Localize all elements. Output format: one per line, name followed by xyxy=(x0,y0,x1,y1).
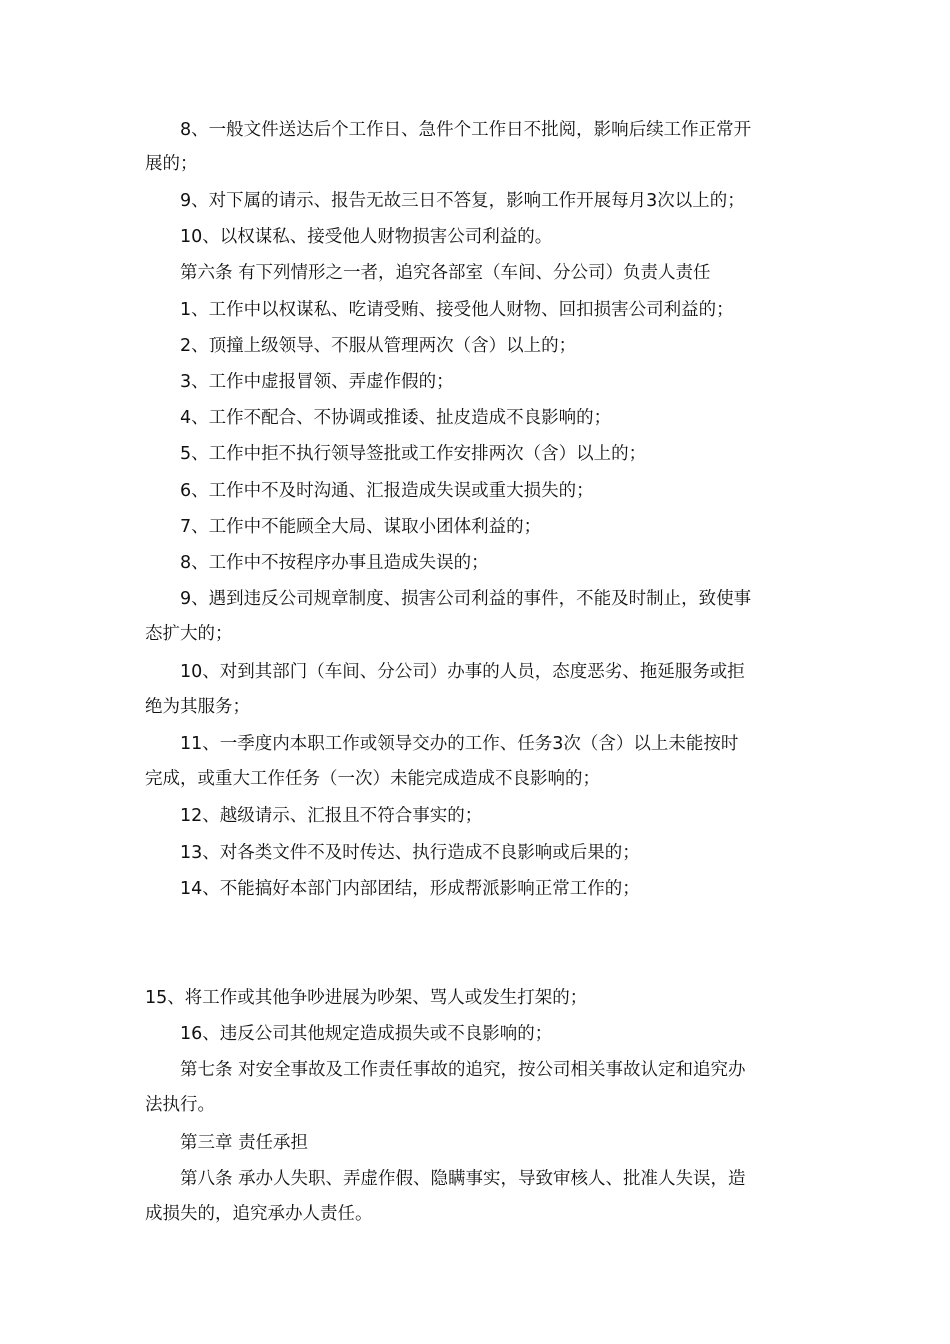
text-line: 法执行。 xyxy=(145,1095,215,1115)
text-line: 8、工作中不按程序办事且造成失误的； xyxy=(180,553,489,573)
text-line: 1、工作中以权谋私、吃请受贿、接受他人财物、回扣损害公司利益的； xyxy=(180,300,734,320)
text-line: 8、一般文件送达后个工作日、急件个工作日不批阅，影响后续工作正常开 xyxy=(180,120,752,140)
text-line: 绝为其服务； xyxy=(145,697,250,717)
text-line: 13、对各类文件不及时传达、执行造成不良影响或后果的； xyxy=(180,843,640,863)
text-line: 15、将工作或其他争吵进展为吵架、骂人或发生打架的； xyxy=(145,988,588,1008)
text-line: 2、顶撞上级领导、不服从管理两次（含）以上的； xyxy=(180,336,577,356)
text-line: 11、一季度内本职工作或领导交办的工作、任务3次（含）以上未能按时 xyxy=(180,734,739,754)
section-heading: 第八条 承办人失职、弄虚作假、隐瞒事实，导致审核人、批准人失误，造 xyxy=(180,1169,746,1189)
text-line: 4、工作不配合、不协调或推诿、扯皮造成不良影响的； xyxy=(180,408,612,428)
text-line: 展的； xyxy=(145,154,198,174)
text-line: 态扩大的； xyxy=(145,624,233,644)
text-line: 7、工作中不能顾全大局、谋取小团体利益的； xyxy=(180,517,542,537)
chapter-heading: 第三章 责任承担 xyxy=(180,1133,309,1153)
section-heading: 第七条 对安全事故及工作责任事故的追究，按公司相关事故认定和追究办 xyxy=(180,1060,746,1080)
text-line: 10、对到其部门（车间、分公司）办事的人员，态度恶劣、拖延服务或拒 xyxy=(180,662,745,682)
text-line: 14、不能搞好本部门内部团结，形成帮派影响正常工作的； xyxy=(180,879,640,899)
text-line: 6、工作中不及时沟通、汇报造成失误或重大损失的； xyxy=(180,481,594,501)
text-line: 9、遇到违反公司规章制度、损害公司利益的事件，不能及时制止，致使事 xyxy=(180,589,752,609)
text-line: 16、违反公司其他规定造成损失或不良影响的； xyxy=(180,1024,553,1044)
text-line: 成损失的，追究承办人责任。 xyxy=(145,1204,373,1224)
text-line: 10、以权谋私、接受他人财物损害公司利益的。 xyxy=(180,227,553,247)
section-heading: 第六条 有下列情形之一者，追究各部室（车间、分公司）负责人责任 xyxy=(180,263,711,283)
text-line: 5、工作中拒不执行领导签批或工作安排两次（含）以上的； xyxy=(180,444,647,464)
text-line: 12、越级请示、汇报且不符合事实的； xyxy=(180,806,483,826)
text-line: 9、对下属的请示、报告无故三日不答复，影响工作开展每月3次以上的； xyxy=(180,191,745,211)
text-line: 3、工作中虚报冒领、弄虚作假的； xyxy=(180,372,454,392)
text-line: 完成，或重大工作任务（一次）未能完成造成不良影响的； xyxy=(145,769,600,789)
